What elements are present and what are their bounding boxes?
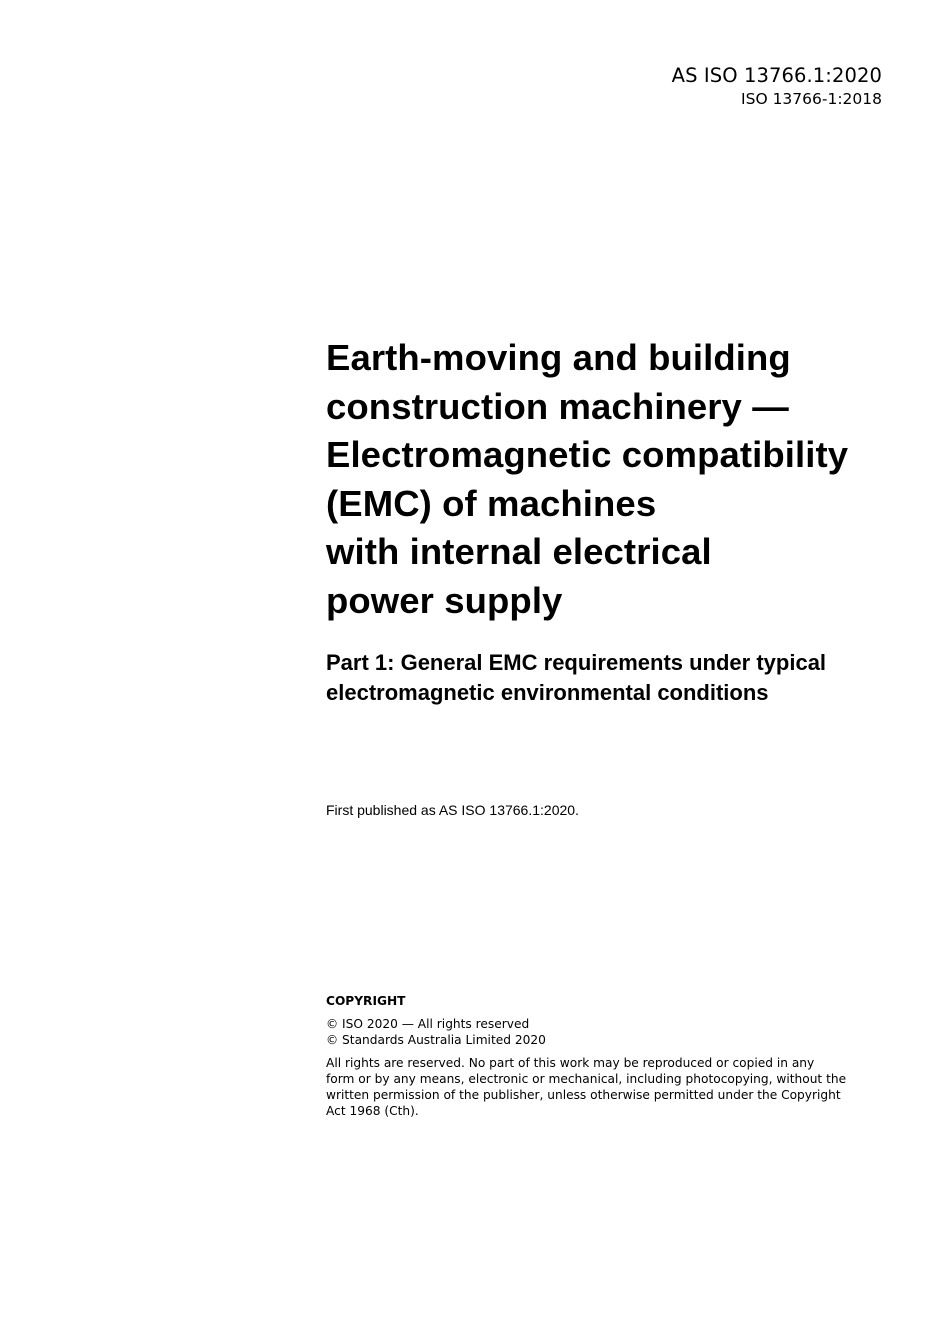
title-line: (EMC) of machines — [326, 482, 657, 524]
rights-notice-line: Act 1968 (Cth). — [326, 1104, 419, 1118]
title-line: Electromagnetic compatibility — [326, 434, 849, 475]
title-line: construction machinery — — [326, 385, 789, 427]
rights-notice-line: written permission of the publisher, unless otherwise permitted under the Copyright — [326, 1088, 841, 1102]
subtitle-line: electromagnetic environmental conditions — [326, 680, 769, 705]
rights-notice — [326, 1055, 886, 1119]
title-line: Earth-moving and building — [326, 337, 791, 378]
copyright-heading: COPYRIGHT — [326, 994, 406, 1008]
iso-number: ISO 13766-1:2018 — [741, 90, 882, 108]
publication-note: First published as AS ISO 13766.1:2020. — [326, 802, 579, 818]
copyright-line: © ISO 2020 — All rights reserved — [326, 1017, 530, 1031]
subtitle-line: Part 1: General EMC requirements under typical — [326, 650, 827, 675]
document-title — [326, 334, 906, 625]
document-subtitle — [326, 648, 906, 708]
copyright-block — [326, 993, 886, 1119]
rights-notice-line: form or by any means, electronic or mechanical, including photocopying, without the — [326, 1072, 847, 1086]
rights-notice-line: All rights are reserved. No part of this work may be reproduced or copied in any — [326, 1056, 815, 1070]
copyright-line: © Standards Australia Limited 2020 — [326, 1033, 546, 1047]
title-line: with internal electrical — [326, 531, 712, 572]
copyright-holders — [326, 1016, 886, 1048]
standard-number: AS ISO 13766.1:2020 — [671, 64, 882, 87]
title-line: power supply — [326, 579, 563, 621]
standard-designation — [672, 62, 882, 109]
